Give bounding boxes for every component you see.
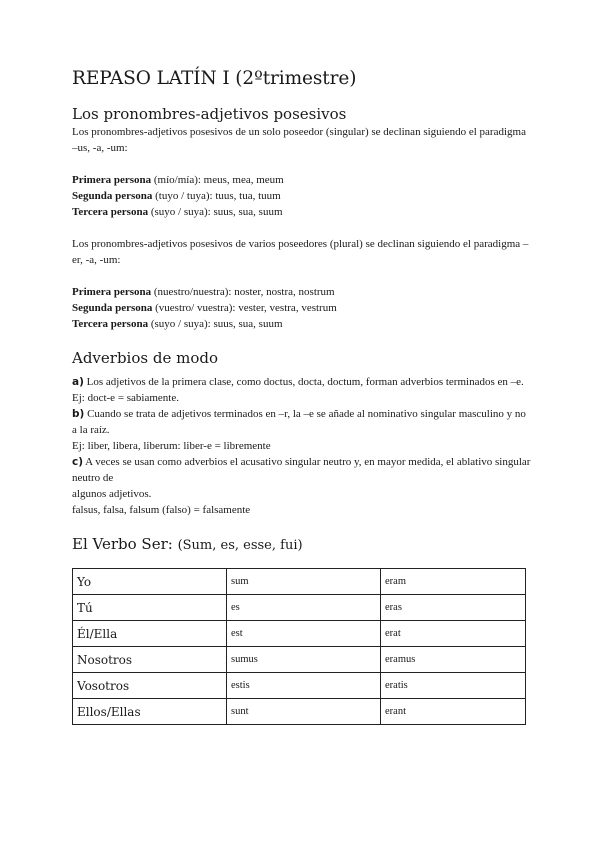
rule-text: A veces se usan como adverbios el acusativo singular neutro y, en mayor medida, el ablativo singular neutro de bbox=[72, 456, 531, 484]
person-cell: Él/Ella bbox=[73, 621, 227, 647]
present-cell: est bbox=[227, 621, 381, 647]
table-row bbox=[73, 673, 526, 699]
paragraph-singular-intro: Los pronombres-adjetivos posesivos de un solo poseedor (singular) se declinan siguiendo el paradigma –us, -a, -um: bbox=[72, 126, 526, 154]
list-item-singular-2 bbox=[72, 188, 532, 204]
document-title: REPASO LATÍN I (2ºtrimestre) bbox=[72, 68, 357, 89]
person-label: Tercera persona bbox=[72, 206, 149, 218]
paragraph-rule-c-cont: algunos adjetivos. bbox=[72, 488, 152, 500]
section-heading-adverbios: Adverbios de modo bbox=[72, 349, 218, 367]
person-cell: Vosotros bbox=[73, 673, 227, 699]
imperfect-cell: eramus bbox=[381, 647, 526, 673]
person-label: Segunda persona bbox=[72, 302, 153, 314]
section-heading-verbo-ser bbox=[72, 534, 532, 556]
person-cell: Tú bbox=[73, 595, 227, 621]
table-row bbox=[73, 621, 526, 647]
person-forms: (suyo / suya): suus, sua, suum bbox=[148, 206, 283, 218]
person-cell: Ellos/Ellas bbox=[73, 699, 227, 725]
present-cell: sumus bbox=[227, 647, 381, 673]
person-label: Segunda persona bbox=[72, 190, 153, 202]
table-row bbox=[73, 595, 526, 621]
present-cell: estis bbox=[227, 673, 381, 699]
table-row bbox=[73, 569, 526, 595]
table-row bbox=[73, 647, 526, 673]
person-label: Primera persona bbox=[72, 174, 152, 186]
person-label: Primera persona bbox=[72, 286, 152, 298]
table-row bbox=[73, 699, 526, 725]
imperfect-cell: eram bbox=[381, 569, 526, 595]
list-item-plural-3 bbox=[72, 316, 532, 332]
person-label: Tercera persona bbox=[72, 318, 149, 330]
rule-label: c) bbox=[72, 456, 84, 468]
present-cell: sunt bbox=[227, 699, 381, 725]
person-forms: (nuestro/nuestra): noster, nostra, nostrum bbox=[151, 286, 335, 298]
paragraph-rule-b bbox=[72, 406, 532, 438]
verb-principal-parts: (Sum, es, esse, fui) bbox=[177, 538, 303, 553]
section-heading-posesivos: Los pronombres-adjetivos posesivos bbox=[72, 105, 347, 123]
verb-conjugation-table bbox=[72, 568, 526, 725]
list-item-singular-3 bbox=[72, 204, 532, 220]
person-cell: Yo bbox=[73, 569, 227, 595]
paragraph-rule-a bbox=[72, 374, 532, 390]
example-rule-c: falsus, falsa, falsum (falso) = falsamente bbox=[72, 504, 251, 516]
rule-text: Cuando se trata de adjetivos terminados en –r, la –e se añade al nominativo singular masculino y no a la raíz. bbox=[72, 408, 526, 436]
document-page bbox=[72, 66, 532, 725]
imperfect-cell: erat bbox=[381, 621, 526, 647]
present-cell: sum bbox=[227, 569, 381, 595]
person-forms: (vuestro/ vuestra): vester, vestra, vestrum bbox=[152, 302, 337, 314]
present-cell: es bbox=[227, 595, 381, 621]
imperfect-cell: eras bbox=[381, 595, 526, 621]
person-forms: (suyo / suya): suus, sua, suum bbox=[148, 318, 283, 330]
example-rule-b: Ej: liber, libera, liberum: liber-e = libremente bbox=[72, 440, 271, 452]
imperfect-cell: erant bbox=[381, 699, 526, 725]
verb-heading-text: El Verbo Ser: bbox=[72, 535, 173, 553]
list-item-plural-2 bbox=[72, 300, 532, 316]
paragraph-rule-c bbox=[72, 454, 532, 486]
rule-label: b) bbox=[72, 408, 85, 420]
list-item-singular-1 bbox=[72, 172, 532, 188]
paragraph-plural-intro: Los pronombres-adjetivos posesivos de varios poseedores (plural) se declinan siguiendo el paradigma –er, -a, -um: bbox=[72, 238, 529, 266]
imperfect-cell: eratis bbox=[381, 673, 526, 699]
example-rule-a: Ej: doct-e = sabiamente. bbox=[72, 392, 179, 404]
list-item-plural-1 bbox=[72, 284, 532, 300]
person-cell: Nosotros bbox=[73, 647, 227, 673]
person-forms: (tuyo / tuya): tuus, tua, tuum bbox=[152, 190, 281, 202]
person-forms: (mío/mía): meus, mea, meum bbox=[151, 174, 284, 186]
rule-label: a) bbox=[72, 376, 84, 388]
rule-text: Los adjetivos de la primera clase, como doctus, docta, doctum, forman adverbios terminados en –e. bbox=[83, 376, 524, 388]
